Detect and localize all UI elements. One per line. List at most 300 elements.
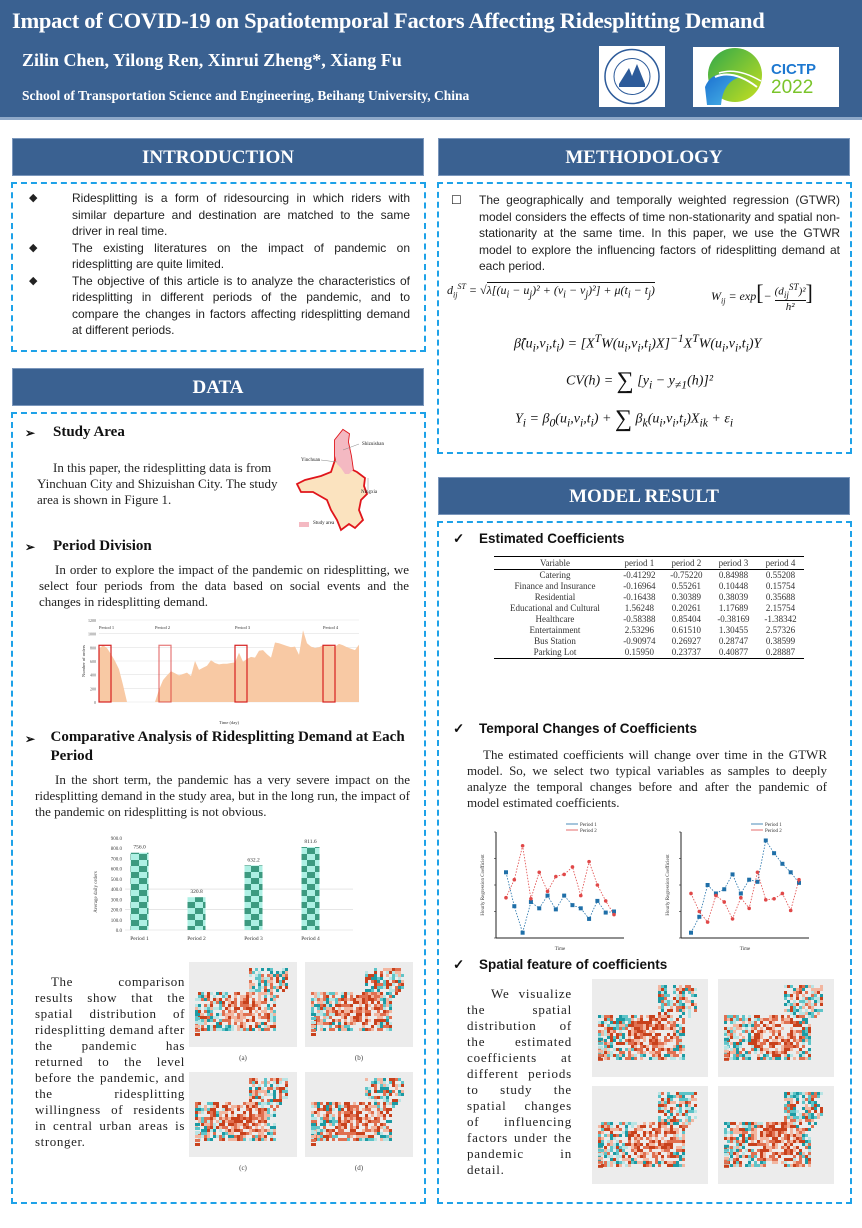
map-cell (682, 1101, 685, 1104)
map-cell (796, 1045, 799, 1048)
map-cell (685, 1107, 688, 1110)
map-cell (640, 1027, 643, 1030)
map-cell (757, 1024, 760, 1027)
map-cell (673, 1122, 676, 1125)
map-cell (279, 1102, 282, 1105)
map-legend-swatch (311, 1139, 316, 1142)
map-legend-swatch (311, 1131, 316, 1134)
map-cell (610, 1155, 613, 1158)
map-cell (341, 1105, 344, 1108)
map-cell (784, 1045, 787, 1048)
map-cell (261, 1099, 264, 1102)
map-cell (649, 1149, 652, 1152)
map-cell (362, 1028, 365, 1031)
map-cell (350, 1004, 353, 1007)
map-cell (787, 1122, 790, 1125)
map-cell (679, 1009, 682, 1012)
map-cell (748, 1158, 751, 1161)
map-cell (652, 1048, 655, 1051)
map-cell (814, 1107, 817, 1110)
map-cell (380, 1138, 383, 1141)
map-cell (631, 1015, 634, 1018)
map-cell (267, 1102, 270, 1105)
data-point (587, 917, 591, 921)
map-cell (353, 1010, 356, 1013)
map-cell (249, 1111, 252, 1114)
map-cell (751, 1143, 754, 1146)
map-cell (616, 1048, 619, 1051)
map-cell (326, 1001, 329, 1004)
map-cell (661, 1027, 664, 1030)
map-cell (808, 997, 811, 1000)
map-cell (377, 1132, 380, 1135)
map-cell (264, 1120, 267, 1123)
map-cell (631, 1134, 634, 1137)
map-cell (243, 1102, 246, 1105)
map-cell (637, 1146, 640, 1149)
map-cell (320, 1132, 323, 1135)
map-cell (356, 1120, 359, 1123)
data-point (697, 915, 701, 919)
map-cell (757, 1149, 760, 1152)
map-cell (787, 1134, 790, 1137)
map-cell (772, 1054, 775, 1057)
map-cell (285, 968, 288, 971)
map-cell (347, 1117, 350, 1120)
map-legend-swatch (195, 1017, 200, 1020)
map-cell (736, 1048, 739, 1051)
map-cell (258, 971, 261, 974)
map-cell (240, 1013, 243, 1016)
map-cell (667, 1012, 670, 1015)
map-cell (383, 986, 386, 989)
map-cell (784, 1110, 787, 1113)
map-cell (796, 1092, 799, 1095)
map-cell (282, 989, 285, 992)
map-cell (338, 1019, 341, 1022)
map-cell (276, 986, 279, 989)
map-cell (261, 1081, 264, 1084)
map-cell (252, 1013, 255, 1016)
map-cell (252, 992, 255, 995)
map-cell (392, 1090, 395, 1093)
data-point (579, 906, 583, 910)
map-cell (775, 1051, 778, 1054)
map-cell (216, 1028, 219, 1031)
map-cell (285, 1087, 288, 1090)
map-cell (195, 1114, 198, 1117)
map-cell (377, 1126, 380, 1129)
map-cell (649, 1051, 652, 1054)
map-cell (661, 1161, 664, 1164)
table-row (494, 570, 804, 582)
map-cell (264, 1123, 267, 1126)
map-cell (655, 1155, 658, 1158)
map-cell (383, 1129, 386, 1132)
map-cell (368, 1093, 371, 1096)
map-cell (252, 1138, 255, 1141)
map-cell (808, 1024, 811, 1027)
map-cell (341, 1013, 344, 1016)
map-cell (736, 1131, 739, 1134)
map-cell (607, 1048, 610, 1051)
map-cell (682, 997, 685, 1000)
map-cell (805, 1030, 808, 1033)
map-cell (380, 992, 383, 995)
map-cell (748, 1042, 751, 1045)
map-cell (661, 1024, 664, 1027)
map-cell (736, 1125, 739, 1128)
map-cell (225, 1132, 228, 1135)
temporal-coefficient-chart-b (659, 818, 819, 953)
map-cell (799, 1054, 802, 1057)
intro-bullet: ◆ Ridesplitting is a form of ridesourcing in which riders with similar departure and destination are matched to the same driver in real time. (29, 191, 410, 238)
map-cell (613, 1030, 616, 1033)
map-cell (814, 1122, 817, 1125)
map-cell (368, 1010, 371, 1013)
map-cell (772, 1024, 775, 1027)
map-cell (799, 1006, 802, 1009)
map-cell (258, 1108, 261, 1111)
map-cell (228, 1001, 231, 1004)
map-cell (775, 1137, 778, 1140)
table-cell: Finance and Insurance (514, 581, 596, 591)
map-cell (264, 1135, 267, 1138)
map-cell (724, 1021, 727, 1024)
map-cell (386, 1093, 389, 1096)
map-cell (377, 1120, 380, 1123)
map-cell (619, 1146, 622, 1149)
map-cell (249, 1087, 252, 1090)
map-cell (377, 1016, 380, 1019)
map-cell (285, 971, 288, 974)
map-cell (207, 998, 210, 1001)
map-cell (772, 1045, 775, 1048)
map-cell (332, 1028, 335, 1031)
map-cell (790, 1131, 793, 1134)
map-cell (326, 992, 329, 995)
map-cell (222, 1123, 225, 1126)
map-cell (802, 1021, 805, 1024)
map-cell (314, 1120, 317, 1123)
map-cell (270, 989, 273, 992)
average-daily-orders-chart (91, 830, 361, 950)
table-cell: 0.55261 (671, 581, 702, 591)
map-cell (676, 1104, 679, 1107)
map-cell (688, 1006, 691, 1009)
map-cell (778, 1057, 781, 1060)
map-cell (787, 994, 790, 997)
map-cell (255, 1093, 258, 1096)
map-cell (673, 1134, 676, 1137)
map-cell (664, 1036, 667, 1039)
map-cell (790, 1158, 793, 1161)
map-cell (350, 1016, 353, 1019)
map-cell (228, 1123, 231, 1126)
map-cell (237, 1013, 240, 1016)
map-cell (222, 1117, 225, 1120)
map-cell (664, 1024, 667, 1027)
map-cell (347, 1025, 350, 1028)
map-cell (658, 1110, 661, 1113)
map-cell (673, 1048, 676, 1051)
map-cell (787, 1018, 790, 1021)
map-cell (228, 1108, 231, 1111)
map-cell (802, 1033, 805, 1036)
map-cell (793, 1110, 796, 1113)
map-cell (362, 1117, 365, 1120)
map-cell (676, 1030, 679, 1033)
y-tick-label: 100.0 (110, 918, 122, 924)
map-cell (733, 1131, 736, 1134)
map-cell (350, 1111, 353, 1114)
data-point (512, 904, 516, 908)
map-cell (249, 1102, 252, 1105)
map-cell (279, 1096, 282, 1099)
map-cell (730, 1033, 733, 1036)
map-cell (377, 995, 380, 998)
map-cell (616, 1164, 619, 1167)
map-cell (613, 1134, 616, 1137)
map-cell (775, 1057, 778, 1060)
map-cell (613, 1146, 616, 1149)
table-cell: 2.53296 (624, 625, 655, 635)
map-cell (622, 1146, 625, 1149)
map-cell (745, 1122, 748, 1125)
map-cell (733, 1015, 736, 1018)
map-cell (222, 1004, 225, 1007)
map-legend-swatch (724, 1046, 729, 1049)
map-cell (228, 1132, 231, 1135)
map-cell (673, 1057, 676, 1060)
map-cell (365, 1016, 368, 1019)
map-cell (344, 995, 347, 998)
map-cell (616, 1033, 619, 1036)
map-cell (201, 1013, 204, 1016)
map-cell (395, 968, 398, 971)
map-cell (805, 1009, 808, 1012)
map-cell (252, 998, 255, 1001)
map-cell (670, 1137, 673, 1140)
map-cell (341, 1126, 344, 1129)
map-cell (204, 1019, 207, 1022)
map-cell (784, 1095, 787, 1098)
map-cell (320, 1025, 323, 1028)
map-cell (796, 1137, 799, 1140)
map-cell (270, 980, 273, 983)
map-cell (219, 1019, 222, 1022)
map-cell (820, 985, 823, 988)
map-cell (613, 1039, 616, 1042)
map-cell (739, 1024, 742, 1027)
map-cell (628, 1039, 631, 1042)
map-cell (778, 1140, 781, 1143)
map-cell (201, 1129, 204, 1132)
map-cell (282, 971, 285, 974)
map-cell (222, 1105, 225, 1108)
map-cell (799, 1021, 802, 1024)
temporal-changes-text: The estimated coefficients will change over time in the GTWR model. So, we select two typical variables as samples to deeply analyze the temporal changes before and after the pandemic of model estimated coefficients. (467, 747, 827, 810)
map-cell (796, 1030, 799, 1033)
map-cell (329, 1028, 332, 1031)
map-cell (326, 1022, 329, 1025)
map-cell (341, 1108, 344, 1111)
map-cell (799, 1131, 802, 1134)
map-cell (805, 1104, 808, 1107)
map-cell (661, 1146, 664, 1149)
map-cell (386, 1129, 389, 1132)
table-cell: -0.75220 (670, 570, 703, 580)
map-cell (646, 1131, 649, 1134)
map-cell (329, 1001, 332, 1004)
map-cell (258, 1138, 261, 1141)
map-cell (371, 1138, 374, 1141)
map-cell (622, 1143, 625, 1146)
map-cell (344, 1022, 347, 1025)
map-cell (802, 1137, 805, 1140)
map-cell (739, 1027, 742, 1030)
map-cell (802, 985, 805, 988)
map-cell (311, 1120, 314, 1123)
map-cell (739, 1054, 742, 1057)
map-cell (778, 1152, 781, 1155)
map-cell (252, 1117, 255, 1120)
map-cell (374, 995, 377, 998)
map-cell (730, 1057, 733, 1060)
map-cell (688, 1015, 691, 1018)
map-cell (326, 1013, 329, 1016)
map-cell (640, 1015, 643, 1018)
map-cell (760, 1149, 763, 1152)
map-cell (655, 1152, 658, 1155)
map-cell (736, 1128, 739, 1131)
map-cell (619, 1161, 622, 1164)
period-label: Period 4 (323, 624, 339, 630)
map-cell (739, 1122, 742, 1125)
map-cell (270, 1102, 273, 1105)
map-cell (616, 1021, 619, 1024)
map-cell (216, 998, 219, 1001)
map-cell (775, 1140, 778, 1143)
map-cell (255, 1001, 258, 1004)
map-cell (736, 1024, 739, 1027)
map-cell (365, 1114, 368, 1117)
map-cell (676, 1045, 679, 1048)
map-cell (802, 1155, 805, 1158)
map-cell (667, 1101, 670, 1104)
map-cell (347, 998, 350, 1001)
map-cell (805, 1039, 808, 1042)
map-cell (808, 1116, 811, 1119)
y-axis-label: Number of orders (81, 645, 86, 677)
map-cell (790, 1006, 793, 1009)
map-cell (772, 1134, 775, 1137)
map-cell (258, 1120, 261, 1123)
map-cell (682, 1128, 685, 1131)
map-cell (760, 1122, 763, 1125)
map-cell (255, 1114, 258, 1117)
coefficients-table-wrap (494, 556, 804, 659)
map-cell (802, 988, 805, 991)
map-cell (625, 1024, 628, 1027)
map-cell (398, 1093, 401, 1096)
map-cell (766, 1128, 769, 1131)
map-cell (676, 988, 679, 991)
map-cell (751, 1131, 754, 1134)
map-cell (222, 1126, 225, 1129)
map-cell (231, 1117, 234, 1120)
map-cell (270, 992, 273, 995)
map-cell (625, 1018, 628, 1021)
map-cell (769, 1128, 772, 1131)
map-cell (670, 1164, 673, 1167)
map-cell (769, 1122, 772, 1125)
table-cell: -0.90974 (623, 636, 656, 646)
map-cell (377, 1025, 380, 1028)
map-cell (682, 991, 685, 994)
map-cell (739, 1143, 742, 1146)
map-cell (778, 1033, 781, 1036)
map-cell (616, 1134, 619, 1137)
map-cell (754, 1128, 757, 1131)
map-cell (796, 1128, 799, 1131)
map-cell (359, 1010, 362, 1013)
map-cell (661, 1003, 664, 1006)
map-cell (356, 995, 359, 998)
map-cell (793, 988, 796, 991)
demand-map (189, 1072, 297, 1157)
map-cell (598, 1033, 601, 1036)
map-cell (622, 1021, 625, 1024)
map-cell (198, 1102, 201, 1105)
map-cell (640, 1143, 643, 1146)
map-cell (664, 1057, 667, 1060)
map-cell (736, 1054, 739, 1057)
map-cell (377, 1004, 380, 1007)
map-cell (377, 1010, 380, 1013)
map-cell (344, 992, 347, 995)
map-cell (258, 992, 261, 995)
table-cell: Bus Station (534, 636, 576, 646)
map-cell (631, 1122, 634, 1125)
map-cell (231, 1123, 234, 1126)
map-cell (619, 1134, 622, 1137)
map-cell (655, 1054, 658, 1057)
map-cell (210, 1105, 213, 1108)
map-cell (634, 1137, 637, 1140)
map-cell (817, 1104, 820, 1107)
map-cell (365, 1090, 368, 1093)
map-cell (380, 1123, 383, 1126)
map-cell (219, 992, 222, 995)
map-cell (619, 1122, 622, 1125)
map-cell (784, 1021, 787, 1024)
map-cell (784, 985, 787, 988)
map-cell (742, 1152, 745, 1155)
map-cell (267, 1099, 270, 1102)
equation-model: $Y_i = \beta_0(u_i,v_i,t_i)$ + ∑ $\beta_k(u_i,v_i,t_i)X_{ik} + \varepsilon_i$ (515, 406, 734, 432)
map-cell (631, 1149, 634, 1152)
map-cell (607, 1030, 610, 1033)
map-cell (724, 1137, 727, 1140)
map-cell (799, 991, 802, 994)
map-cell (757, 1045, 760, 1048)
map-cell (240, 998, 243, 1001)
map-cell (637, 1143, 640, 1146)
map-cell (362, 1129, 365, 1132)
map-cell (273, 1126, 276, 1129)
map-cell (619, 1015, 622, 1018)
